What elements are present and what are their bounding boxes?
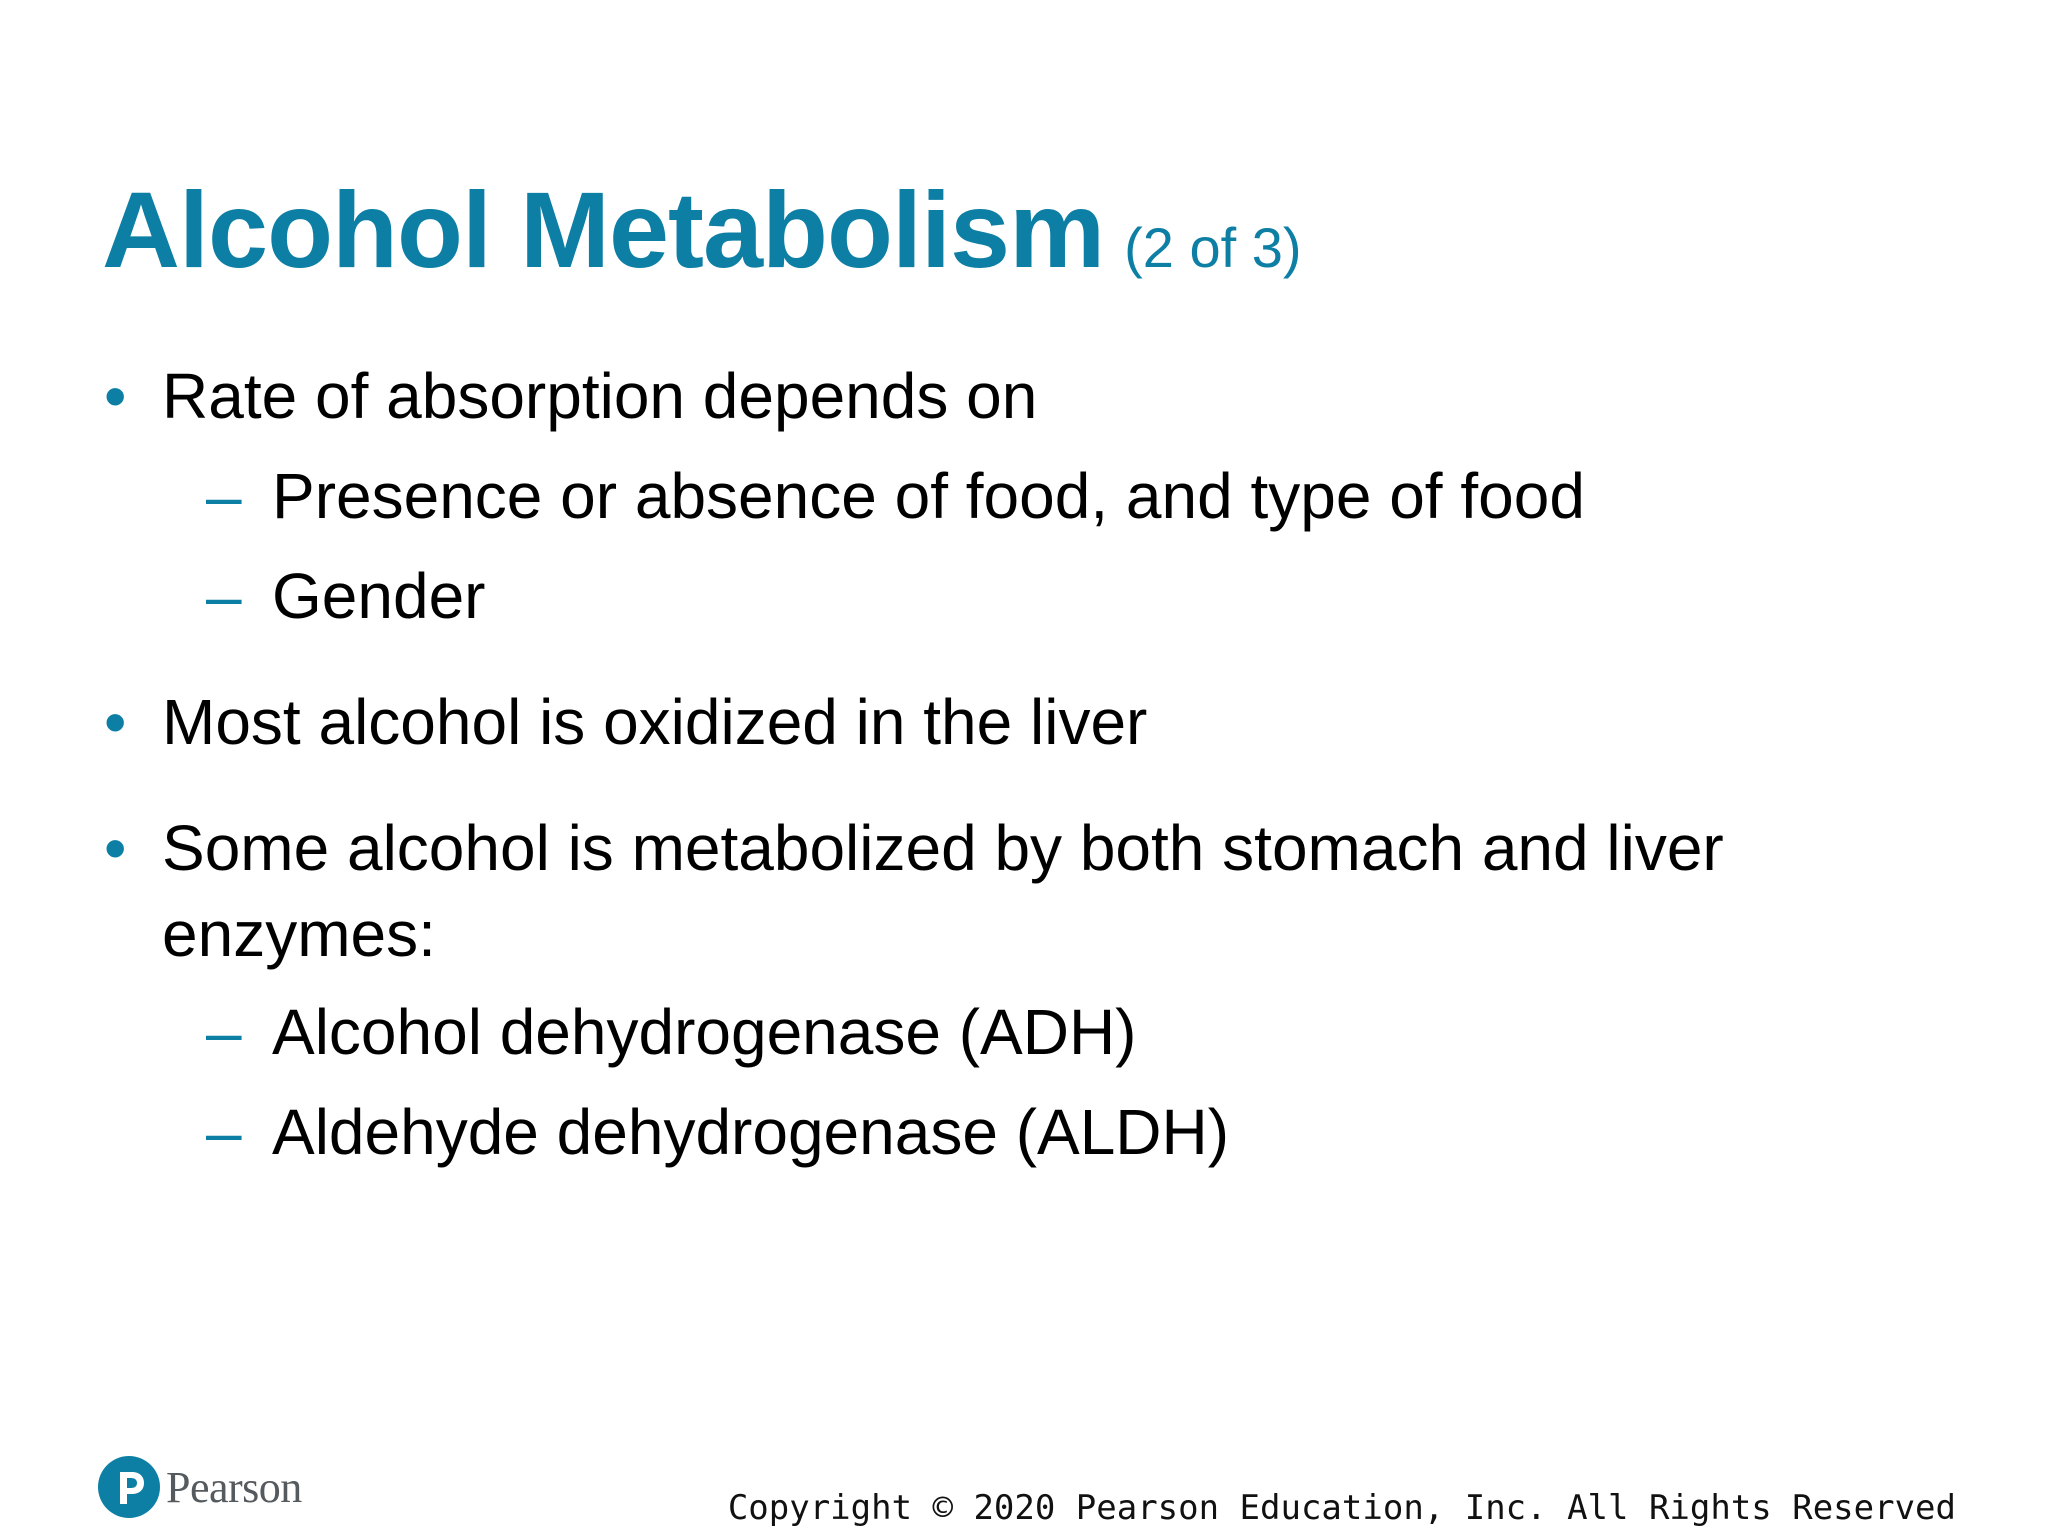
copyright-notice: Copyright © 2020 Pearson Education, Inc. All Rights Reserved bbox=[727, 1488, 1956, 1528]
bullet-2-text: Most alcohol is oxidized in the liver bbox=[162, 686, 1148, 758]
bullet-1-sub-1: Presence or absence of food, and type of food bbox=[272, 460, 1585, 532]
pearson-logo bbox=[98, 1456, 302, 1518]
pearson-logo-icon bbox=[98, 1456, 160, 1518]
slide-title bbox=[102, 169, 1302, 290]
bullet-marker: • bbox=[104, 812, 127, 884]
bullet-marker: • bbox=[104, 360, 127, 432]
bullet-3-sub-1: Alcohol dehydrogenase (ADH) bbox=[272, 996, 1137, 1068]
dash-marker: – bbox=[206, 460, 242, 532]
slide-title-counter: (2 of 3) bbox=[1124, 216, 1302, 279]
bullet-3-text-line-2: enzymes: bbox=[162, 898, 436, 970]
dash-marker: – bbox=[206, 1096, 242, 1168]
pearson-logo-text: Pearson bbox=[166, 1462, 302, 1512]
bullet-3-sub-2: Aldehyde dehydrogenase (ALDH) bbox=[272, 1096, 1230, 1168]
bullet-1-sub-2: Gender bbox=[272, 560, 486, 632]
dash-marker: – bbox=[206, 996, 242, 1068]
bullet-marker: • bbox=[104, 686, 127, 758]
bullet-1-text: Rate of absorption depends on bbox=[162, 360, 1038, 432]
bullet-3-text-line-1: Some alcohol is metabolized by both stomach and liver bbox=[162, 812, 1724, 884]
slide-title-text: Alcohol Metabolism bbox=[102, 169, 1105, 290]
dash-marker: – bbox=[206, 560, 242, 632]
